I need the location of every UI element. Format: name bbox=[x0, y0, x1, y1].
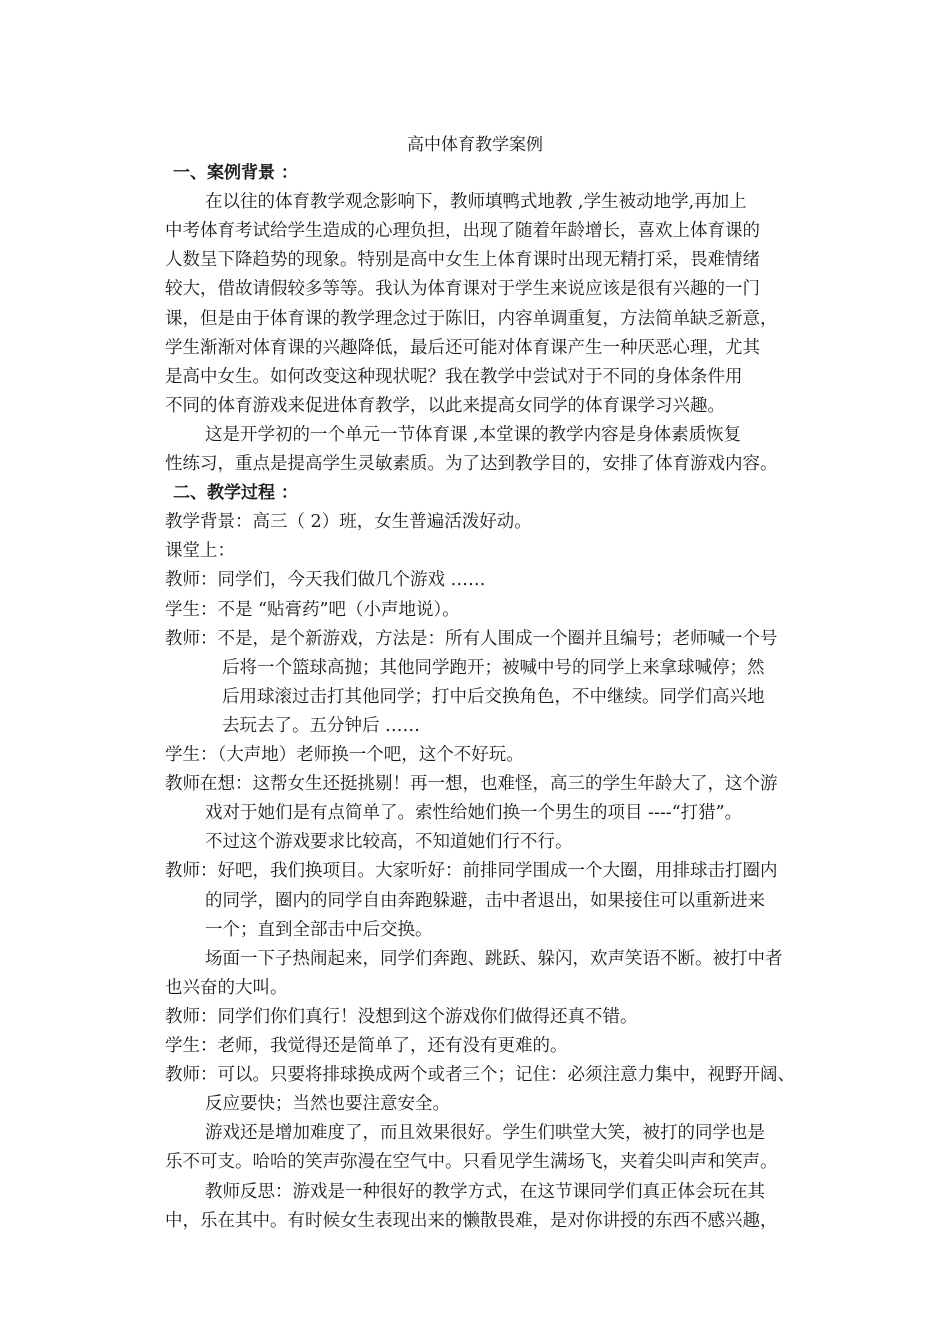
text-line: 也兴奋的大叫。 bbox=[165, 977, 288, 998]
text-line: 学生：老师，我觉得还是简单了，还有没有更难的。 bbox=[165, 1036, 568, 1056]
document-title: 高中体育教学案例 bbox=[407, 135, 543, 155]
text-line: 教师反思：游戏是一种很好的教学方式，在这节课同学们真正体会玩在其 bbox=[205, 1181, 765, 1202]
text-line: 在以往的体育教学观念影响下，教师填鸭式地教 ,学生被动地学,再加上 bbox=[205, 192, 747, 213]
text-line: 教师：好吧，我们换项目。大家听好：前排同学围成一个大圈，用排球击打圈内 bbox=[165, 861, 778, 882]
text-line: 不同的体育游戏来促进体育教学，以此来提高女同学的体育课学习兴趣。 bbox=[165, 395, 725, 416]
text-line: 教师：同学们你们真行！没想到这个游戏你们做得还真不错。 bbox=[165, 1006, 638, 1027]
text-line: 一个；直到全部击中后交换。 bbox=[205, 919, 433, 940]
text-line: 是高中女生。如何改变这种现状呢？我在教学中尝试对于不同的身体条件用 bbox=[165, 366, 743, 387]
text-line: 戏对于她们是有点简单了。索性给她们换一个男生的项目 ----“打猎”。 bbox=[205, 803, 743, 824]
text-line: 课，但是由于体育课的教学理念过于陈旧，内容单调重复，方法简单缺乏新意， bbox=[165, 308, 778, 329]
text-line: 场面一下子热闹起来，同学们奔跑、跳跃、躲闪，欢声笑语不断。被打中者 bbox=[205, 948, 783, 969]
text-line: 不过这个游戏要求比较高，不知道她们行不行。 bbox=[205, 832, 573, 853]
text-line: 教师：不是，是个新游戏，方法是：所有人围成一个圈并且编号；老师喊一个号 bbox=[165, 628, 778, 649]
section-heading: 一、案例背景 ： bbox=[173, 163, 298, 183]
text-line: 中考体育考试给学生造成的心理负担，出现了随着年龄增长，喜欢上体育课的 bbox=[165, 221, 760, 242]
text-line: 这是开学初的一个单元一节体育课 ,本堂课的教学内容是身体素质恢复 bbox=[205, 424, 742, 445]
text-line: 人数呈下降趋势的现象。特别是高中女生上体育课时出现无精打采，畏难情绪 bbox=[165, 250, 760, 271]
text-line: 教师在想：这帮女生还挺挑剔！再一想，也难怪，高三的学生年龄大了，这个游 bbox=[165, 774, 778, 795]
text-line: 教学背景：高三（ 2）班，女生普遍活泼好动。 bbox=[165, 512, 532, 533]
text-line: 学生渐渐对体育课的兴趣降低，最后还可能对体育课产生一种厌恶心理，尤其 bbox=[165, 337, 760, 358]
text-line: 后将一个篮球高抛；其他同学跑开；被喊中号的同学上来拿球喊停；然 bbox=[222, 657, 765, 678]
text-line: 课堂上： bbox=[165, 541, 235, 562]
text-line: 去玩去了。五分钟后 …… bbox=[222, 715, 421, 736]
text-line: 游戏还是增加难度了，而且效果很好。学生们哄堂大笑，被打的同学也是 bbox=[205, 1123, 765, 1144]
text-line: 较大，借故请假较多等等。我认为体育课对于学生来说应该是很有兴趣的一门 bbox=[165, 279, 760, 300]
text-line: 中，乐在其中。有时候女生表现出来的懒散畏难，是对你讲授的东西不感兴趣， bbox=[165, 1210, 778, 1231]
text-line: 反应要快；当然也要注意安全。 bbox=[205, 1094, 450, 1115]
text-line: 乐不可支。哈哈的笑声弥漫在空气中。只看见学生满场飞，夹着尖叫声和笑声。 bbox=[165, 1152, 778, 1173]
text-line: 教师：可以。只要将排球换成两个或者三个；记住：必须注意力集中，视野开阔、 bbox=[165, 1065, 795, 1086]
text-line: 的同学，圈内的同学自由奔跑躲避，击中者退出，如果接住可以重新进来 bbox=[205, 890, 765, 911]
text-line: 学生：不是 “贴膏药”吧（小声地说）。 bbox=[165, 599, 460, 620]
text-line: 性练习，重点是提高学生灵敏素质。为了达到教学目的，安排了体育游戏内容。 bbox=[165, 454, 778, 474]
text-line: 学生：（大声地）老师换一个吧，这个不好玩。 bbox=[165, 745, 524, 765]
section-heading: 二、教学过程 ： bbox=[173, 483, 298, 504]
text-line: 后用球滚过击打其他同学；打中后交换角色，不中继续。同学们高兴地 bbox=[222, 686, 765, 707]
text-line: 教师：同学们，今天我们做几个游戏 …… bbox=[165, 570, 486, 591]
